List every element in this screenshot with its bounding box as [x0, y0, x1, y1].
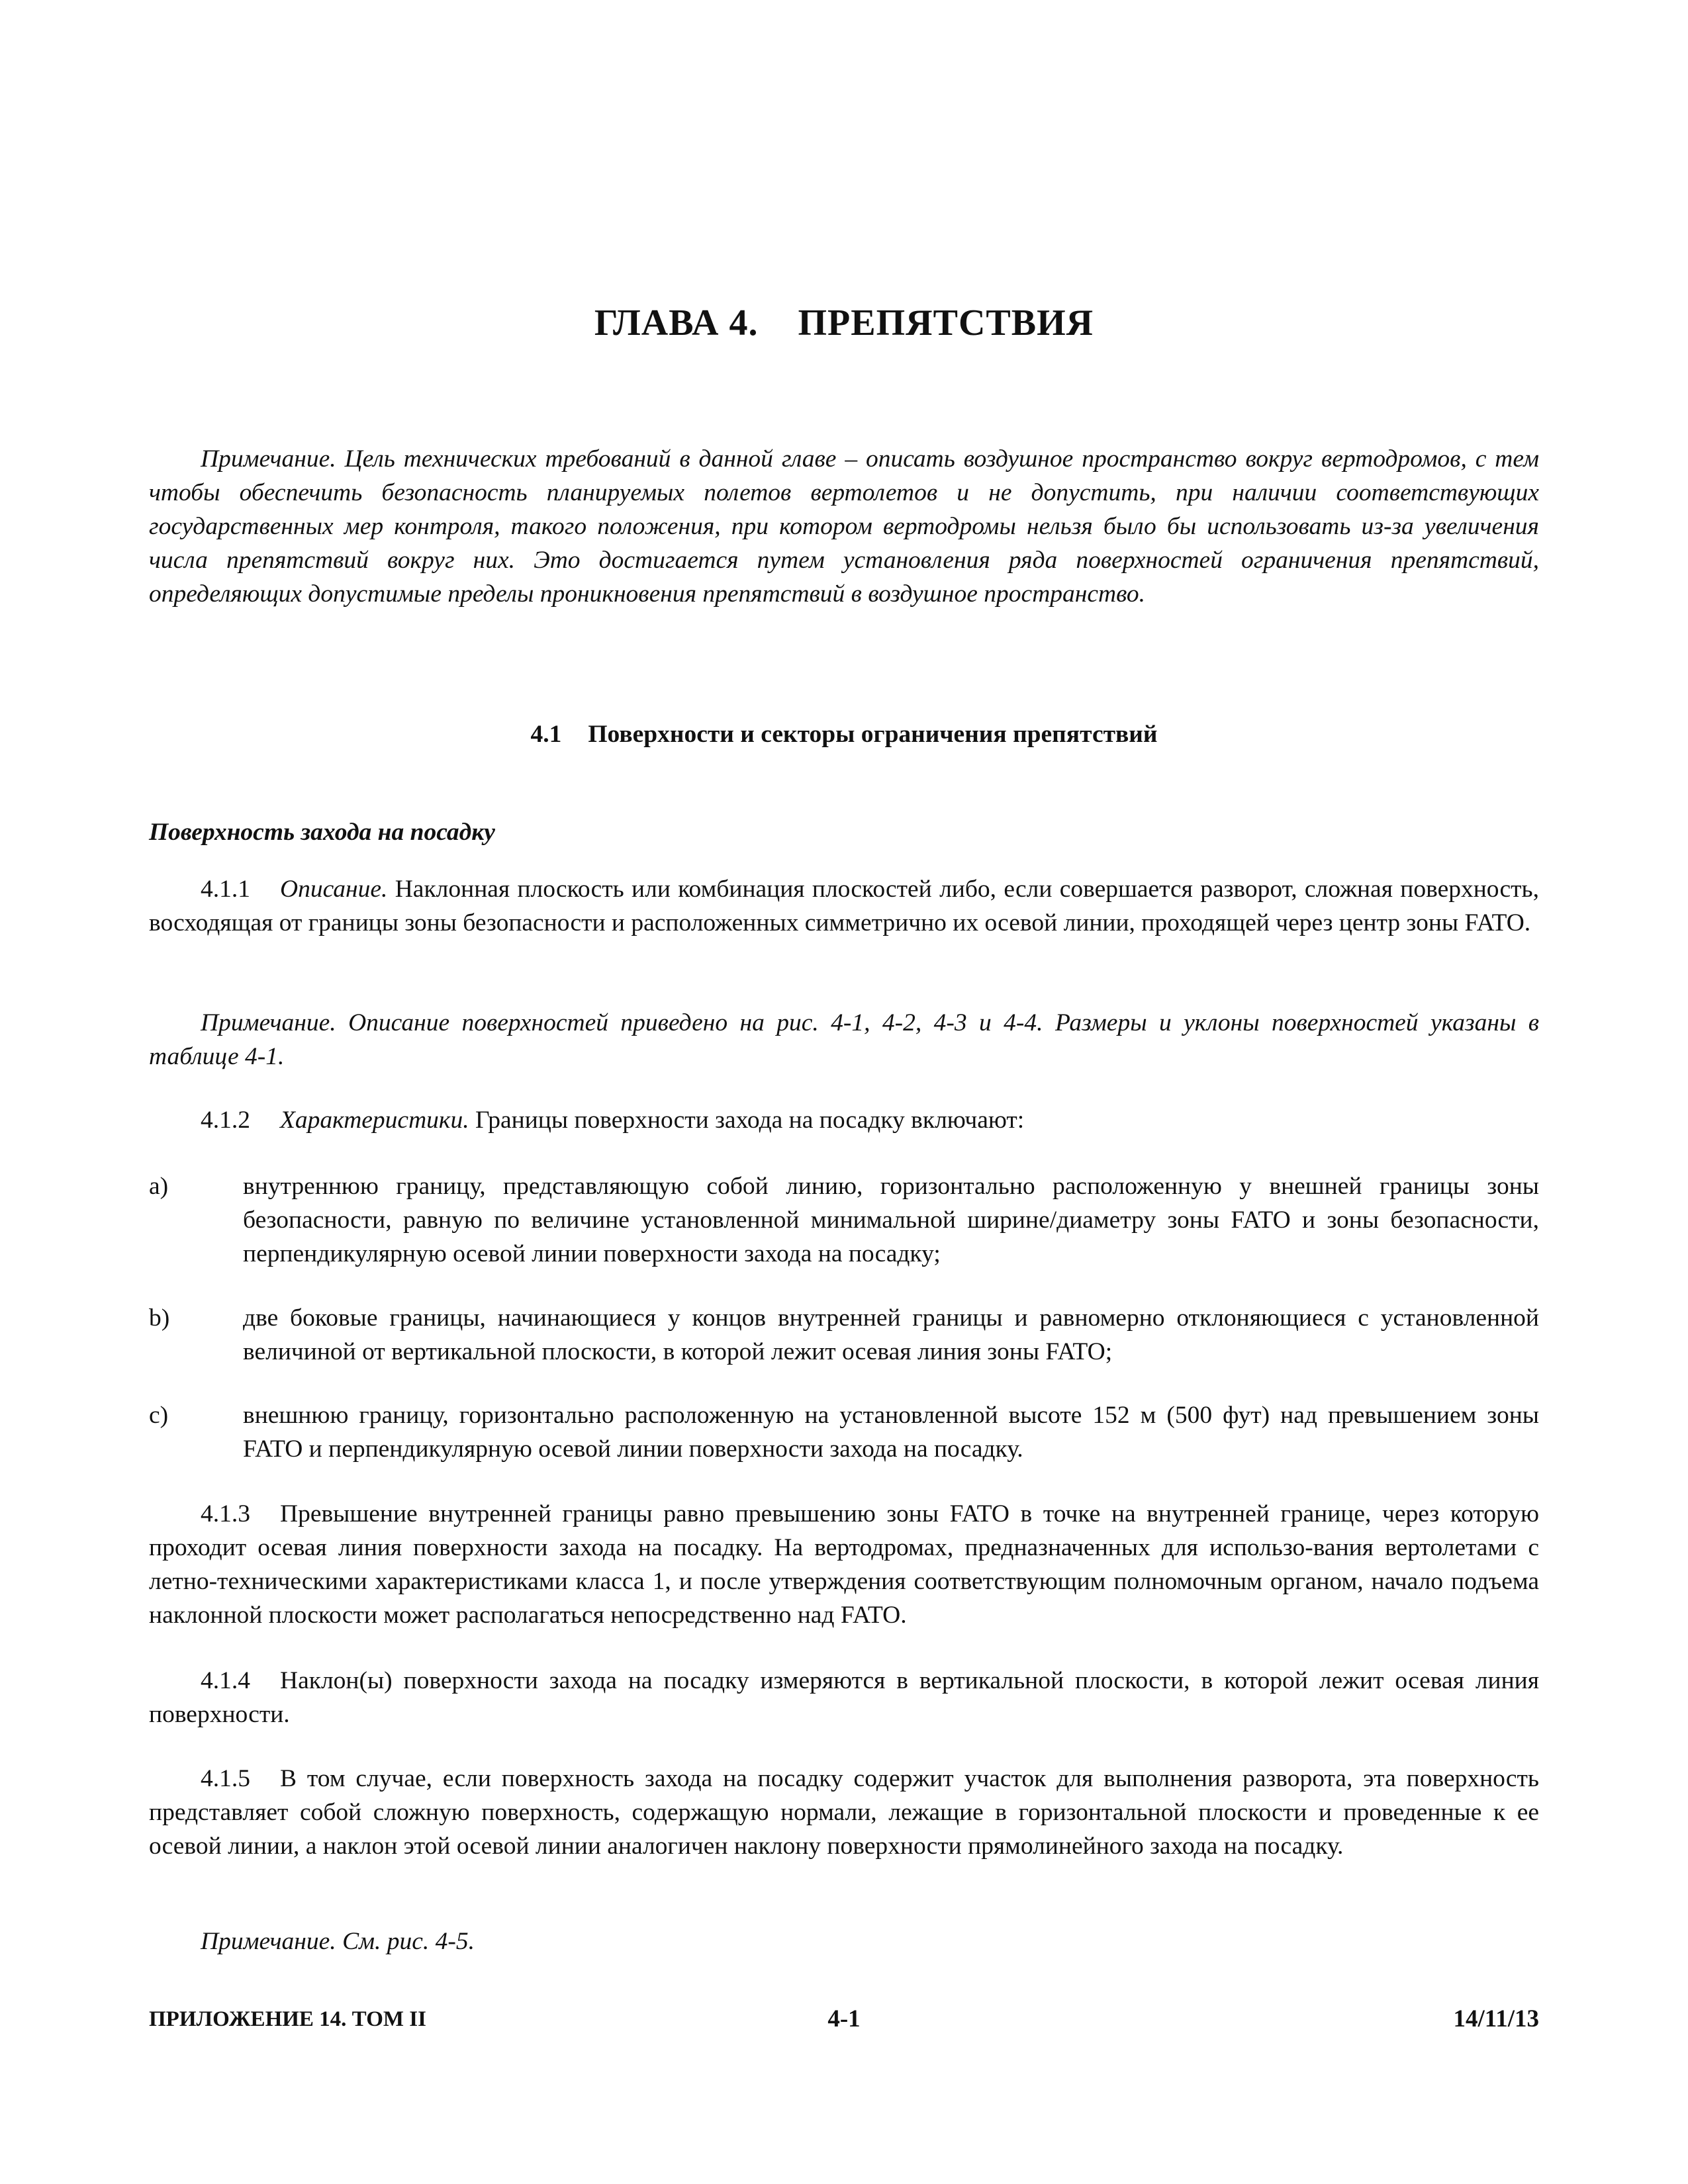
footer-annex: ПРИЛОЖЕНИЕ 14. ТОМ II — [149, 2007, 426, 2031]
list-item-b — [149, 1301, 1539, 1369]
paragraph-4-1-3 — [149, 1497, 1539, 1632]
intro-note-label: Примечание. — [201, 445, 336, 473]
paragraph-number: 4.1.1 — [201, 876, 250, 903]
paragraph-number: 4.1.5 — [201, 1765, 250, 1792]
section-number: 4.1 — [530, 721, 562, 748]
footer-page-number: 4-1 — [827, 2005, 861, 2032]
chapter-name: ПРЕПЯТСТВИЯ — [798, 302, 1094, 343]
list-item-text: внешнюю границу, горизонтально расположенную на установленной высоте 152 м (500 фут) над превышением зоны FATO и перпендикулярную осевой линии поверхности захода на посадку. — [243, 1402, 1539, 1463]
paragraph-4-1-2 — [149, 1103, 1539, 1137]
chapter-title — [149, 302, 1539, 344]
subheading: Поверхность захода на посадку — [149, 819, 495, 846]
paragraph-text: Границы поверхности захода на посадку включают: — [475, 1107, 1025, 1134]
paragraph-label: Характеристики. — [280, 1107, 469, 1134]
note-3-text: См. рис. 4-5. — [342, 1928, 475, 1955]
section-title: Поверхности и секторы ограничения препятствий — [588, 721, 1158, 748]
paragraph-number: 4.1.3 — [201, 1500, 250, 1527]
note-3 — [149, 1925, 1539, 1958]
chapter-label: ГЛАВА 4. — [594, 302, 759, 343]
section-heading — [149, 720, 1539, 749]
footer-date: 14/11/13 — [1453, 2005, 1539, 2032]
paragraph-number: 4.1.4 — [201, 1667, 250, 1694]
intro-note — [149, 442, 1539, 611]
note-2-label: Примечание. — [201, 1009, 336, 1036]
paragraph-text: Наклон(ы) поверхности захода на посадку измеряются в вертикальной плоскости, в которой лежит осевая линия поверхности. — [149, 1667, 1539, 1728]
note-2 — [149, 1006, 1539, 1073]
paragraph-number: 4.1.2 — [201, 1107, 250, 1134]
list-item-a — [149, 1169, 1539, 1271]
list-item-text: внутреннюю границу, представляющую собой линию, горизонтально расположенную у внешней границы зоны безопасности, равную по величине установленной минимальной ширине/диаметру зоны FATO и зоны безопасности, перпендикулярную осевой линии поверхности захода на посадку; — [243, 1173, 1539, 1267]
paragraph-4-1-1 — [149, 872, 1539, 940]
document-page — [149, 0, 1539, 2184]
list-marker: c) — [149, 1402, 169, 1429]
list-marker: b) — [149, 1304, 170, 1332]
paragraph-4-1-5 — [149, 1762, 1539, 1863]
note-2-text: Описание поверхностей приведено на рис. 4-1, 4-2, 4-3 и 4-4. Размеры и уклоны поверхностей указаны в таблице 4-1. — [149, 1009, 1540, 1070]
note-3-label: Примечание. — [201, 1928, 336, 1955]
list-item-c — [149, 1398, 1539, 1466]
paragraph-text: В том случае, если поверхность захода на посадку содержит участок для выполнения разворота, эта поверхность представляет собой сложную поверхность, содержащую нормали, лежащие в горизонтальной плоскости и проведенные к ее осевой линии, а наклон этой осевой линии аналогичен наклону поверхности прямолинейного захода на посадку. — [149, 1765, 1539, 1860]
intro-note-text: Цель технических требований в данной главе – описать воздушное пространство вокруг вертодромов, с тем чтобы обеспечить безопасность планируемых полетов вертолетов и не допустить, при наличии соответствующих государственных мер контроля, такого положения, при котором вертодромы нельзя было бы использовать из-за увеличения числа препятствий вокруг них. Это достигается путем установления ряда поверхностей ограничения препятствий, определяющих допустимые пределы проникновения препятствий в воздушное пространство. — [149, 445, 1539, 608]
list-item-text: две боковые границы, начинающиеся у концов внутренней границы и равномерно отклоняющиеся с установленной величиной от вертикальной плоскости, в которой лежит осевая линия зоны FATO; — [243, 1304, 1539, 1365]
list-marker: a) — [149, 1173, 169, 1200]
paragraph-text: Наклонная плоскость или комбинация плоскостей либо, если совершается разворот, сложная поверхность, восходящая от границы зоны безопасности и расположенных симметрично их осевой линии, проходящей через центр зоны FATO. — [149, 876, 1539, 936]
paragraph-label: Описание. — [280, 876, 388, 903]
paragraph-4-1-4 — [149, 1664, 1539, 1731]
paragraph-text: Превышение внутренней границы равно превышению зоны FATO в точке на внутренней границе, через которую проходит осевая линия поверхности захода на посадку. На вертодромах, предназначенных для использо-вания вертолетами с летно-техническими характеристиками класса 1, и после утверждения соответствующим полномочным органом, начало подъема наклонной плоскости может располагаться непосредственно над FATO. — [149, 1500, 1539, 1629]
